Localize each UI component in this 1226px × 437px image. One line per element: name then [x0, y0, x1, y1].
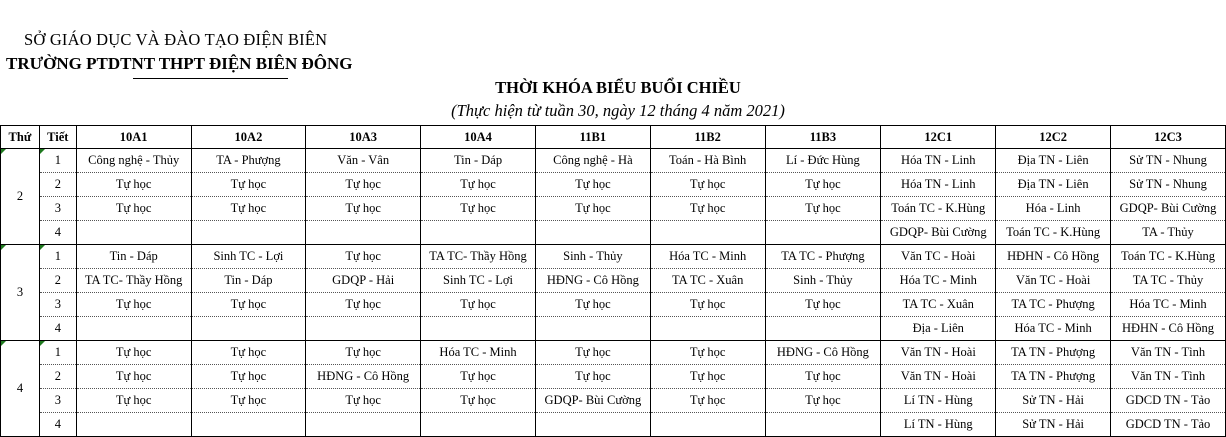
- schedule-cell: Tự học: [191, 389, 306, 413]
- period-cell: 2: [39, 269, 76, 293]
- schedule-cell: Tự học: [535, 197, 650, 221]
- table-row: [1, 389, 1226, 413]
- schedule-cell: Hóa TC - Minh: [421, 341, 536, 365]
- schedule-cell: [191, 221, 306, 245]
- table-row: [1, 293, 1226, 317]
- schedule-cell: Tự học: [535, 173, 650, 197]
- schedule-cell: [765, 413, 881, 437]
- schedule-cell: Tự học: [421, 293, 536, 317]
- schedule-cell: GDCD TN - Tảo: [1111, 413, 1226, 437]
- schedule-cell: Lí TN - Hùng: [881, 389, 996, 413]
- table-row: [1, 341, 1226, 365]
- period-cell: 3: [39, 197, 76, 221]
- table-row: [1, 197, 1226, 221]
- schedule-cell: Địa TN - Liên: [996, 149, 1111, 173]
- period-cell: 2: [39, 365, 76, 389]
- schedule-cell: [421, 221, 536, 245]
- schedule-cell: Tin - Dáp: [191, 269, 306, 293]
- schedule-cell: [765, 221, 881, 245]
- schedule-cell: Tự học: [306, 245, 421, 269]
- schedule-cell: [306, 413, 421, 437]
- column-header: 11B2: [650, 126, 765, 149]
- schedule-cell: Toán TC - K.Hùng: [996, 221, 1111, 245]
- schedule-cell: Tự học: [76, 173, 191, 197]
- day-cell: 3: [1, 245, 40, 341]
- timetable-subtitle: (Thực hiện từ tuần 30, ngày 12 tháng 4 năm 2021): [451, 101, 785, 120]
- schedule-cell: Sử TN - Hải: [996, 389, 1111, 413]
- table-row: [1, 365, 1226, 389]
- schedule-cell: Hóa TC - Minh: [650, 245, 765, 269]
- schedule-cell: TA TC - Thủy: [1111, 269, 1226, 293]
- schedule-cell: TA TC - Phượng: [765, 245, 881, 269]
- schedule-cell: Tự học: [650, 173, 765, 197]
- cell-marker-icon: [40, 149, 45, 154]
- schedule-cell: [421, 413, 536, 437]
- schedule-cell: HĐNG - Cô Hồng: [306, 365, 421, 389]
- column-header: 12C3: [1111, 126, 1226, 149]
- period-cell: 3: [39, 389, 76, 413]
- schedule-cell: Tự học: [76, 293, 191, 317]
- column-header: 12C1: [881, 126, 996, 149]
- schedule-cell: Hóa TN - Linh: [881, 173, 996, 197]
- schedule-cell: Địa TN - Liên: [996, 173, 1111, 197]
- schedule-cell: GDQP- Bùi Cường: [1111, 197, 1226, 221]
- period-cell: 1: [39, 341, 76, 365]
- schedule-cell: Tự học: [650, 341, 765, 365]
- schedule-cell: Tự học: [765, 173, 881, 197]
- period-cell: 4: [39, 413, 76, 437]
- table-row: [1, 149, 1226, 173]
- table-row: [1, 413, 1226, 437]
- schedule-cell: Tự học: [306, 293, 421, 317]
- period-cell: 4: [39, 221, 76, 245]
- column-header: 10A3: [306, 126, 421, 149]
- department-heading: SỞ GIÁO DỤC VÀ ĐÀO TẠO ĐIỆN BIÊN: [24, 30, 328, 49]
- column-header: 10A1: [76, 126, 191, 149]
- schedule-cell: Văn TN - Tình: [1111, 365, 1226, 389]
- table-row: [1, 317, 1226, 341]
- schedule-cell: Sử TN - Hải: [996, 413, 1111, 437]
- schedule-cell: GDQP- Bùi Cường: [881, 221, 996, 245]
- day-cell: 4: [1, 341, 40, 437]
- schedule-cell: HĐHN - Cô Hồng: [996, 245, 1111, 269]
- cell-marker-icon: [1, 341, 6, 346]
- schedule-cell: Tự học: [191, 293, 306, 317]
- schedule-cell: Văn - Vân: [306, 149, 421, 173]
- schedule-cell: HĐNG - Cô Hồng: [535, 269, 650, 293]
- schedule-cell: Sử TN - Nhung: [1111, 173, 1226, 197]
- schedule-cell: Công nghệ - Thủy: [76, 149, 191, 173]
- schedule-cell: Văn TN - Hoài: [881, 365, 996, 389]
- schedule-cell: Tự học: [421, 197, 536, 221]
- schedule-cell: Tin - Dáp: [421, 149, 536, 173]
- schedule-cell: [650, 317, 765, 341]
- schedule-cell: Văn TN - Hoài: [881, 341, 996, 365]
- schedule-cell: TA TN - Phượng: [996, 365, 1111, 389]
- schedule-cell: Tự học: [535, 341, 650, 365]
- schedule-cell: Sinh - Thủy: [765, 269, 881, 293]
- schedule-cell: Văn TN - Tình: [1111, 341, 1226, 365]
- schedule-cell: Sinh - Thủy: [535, 245, 650, 269]
- table-row: [1, 269, 1226, 293]
- schedule-cell: TA TC- Thầy Hồng: [76, 269, 191, 293]
- cell-marker-icon: [1, 245, 6, 250]
- schedule-cell: GDQP - Hải: [306, 269, 421, 293]
- schedule-cell: TA - Phượng: [191, 149, 306, 173]
- schedule-cell: Lí TN - Hùng: [881, 413, 996, 437]
- schedule-cell: Tự học: [76, 365, 191, 389]
- cell-marker-icon: [40, 341, 45, 346]
- schedule-cell: Tự học: [76, 389, 191, 413]
- schedule-cell: HĐHN - Cô Hồng: [1111, 317, 1226, 341]
- schedule-cell: Tin - Dáp: [76, 245, 191, 269]
- schedule-cell: Tự học: [306, 173, 421, 197]
- schedule-cell: [535, 317, 650, 341]
- schedule-cell: Tự học: [191, 173, 306, 197]
- column-header: 12C2: [996, 126, 1111, 149]
- header-row: [1, 126, 1226, 149]
- schedule-cell: [76, 221, 191, 245]
- column-header: 11B1: [535, 126, 650, 149]
- schedule-cell: Tự học: [421, 173, 536, 197]
- schedule-cell: Tự học: [765, 197, 881, 221]
- period-cell: 2: [39, 173, 76, 197]
- schedule-cell: TA TC - Xuân: [650, 269, 765, 293]
- schedule-cell: Tự học: [765, 365, 881, 389]
- schedule-cell: Địa - Liên: [881, 317, 996, 341]
- schedule-cell: Tự học: [76, 197, 191, 221]
- schedule-cell: Hóa TC - Minh: [881, 269, 996, 293]
- schedule-cell: TA TC- Thầy Hồng: [421, 245, 536, 269]
- schedule-cell: Tự học: [650, 365, 765, 389]
- schedule-cell: Tự học: [191, 341, 306, 365]
- schedule-cell: Tự học: [191, 365, 306, 389]
- schedule-cell: Công nghệ - Hà: [535, 149, 650, 173]
- schedule-cell: Toán TC - K.Hùng: [881, 197, 996, 221]
- schedule-cell: Hóa - Linh: [996, 197, 1111, 221]
- schedule-cell: [306, 221, 421, 245]
- schedule-cell: Tự học: [421, 365, 536, 389]
- schedule-cell: GDQP- Bùi Cường: [535, 389, 650, 413]
- schedule-cell: Tự học: [650, 197, 765, 221]
- table-row: [1, 221, 1226, 245]
- schedule-cell: Lí - Đức Hùng: [765, 149, 881, 173]
- schedule-cell: Tự học: [765, 389, 881, 413]
- schedule-cell: [535, 221, 650, 245]
- schedule-cell: [765, 317, 881, 341]
- column-header: 11B3: [765, 126, 881, 149]
- period-cell: 4: [39, 317, 76, 341]
- period-cell: 3: [39, 293, 76, 317]
- schedule-cell: Tự học: [306, 389, 421, 413]
- schedule-cell: Tự học: [306, 197, 421, 221]
- schedule-cell: Tự học: [535, 293, 650, 317]
- schedule-cell: Toán - Hà Bình: [650, 149, 765, 173]
- schedule-cell: Tự học: [191, 197, 306, 221]
- column-header: Tiết: [39, 126, 76, 149]
- schedule-cell: [191, 317, 306, 341]
- schedule-cell: [191, 413, 306, 437]
- schedule-cell: Hóa TC - Minh: [996, 317, 1111, 341]
- cell-marker-icon: [40, 245, 45, 250]
- schedule-cell: Hóa TN - Linh: [881, 149, 996, 173]
- schedule-cell: [76, 413, 191, 437]
- schedule-cell: GDCD TN - Tảo: [1111, 389, 1226, 413]
- column-header: 10A4: [421, 126, 536, 149]
- schedule-cell: [650, 413, 765, 437]
- schedule-cell: [76, 317, 191, 341]
- schedule-cell: Văn TC - Hoài: [881, 245, 996, 269]
- schedule-cell: Tự học: [306, 341, 421, 365]
- schedule-cell: TA - Thủy: [1111, 221, 1226, 245]
- schedule-cell: Tự học: [76, 341, 191, 365]
- column-header: 10A2: [191, 126, 306, 149]
- school-heading: TRƯỜNG PTDTNT THPT ĐIỆN BIÊN ĐÔNG: [6, 54, 353, 73]
- schedule-cell: TA TC - Phượng: [996, 293, 1111, 317]
- schedule-cell: Sinh TC - Lợi: [191, 245, 306, 269]
- schedule-cell: TA TN - Phượng: [996, 341, 1111, 365]
- schedule-cell: TA TC - Xuân: [881, 293, 996, 317]
- column-header: Thứ: [1, 126, 40, 149]
- period-cell: 1: [39, 149, 76, 173]
- timetable-title: THỜI KHÓA BIỂU BUỔI CHIỀU: [495, 78, 741, 97]
- schedule-cell: Tự học: [765, 293, 881, 317]
- schedule-cell: Tự học: [650, 293, 765, 317]
- timetable: [0, 125, 1226, 437]
- schedule-cell: Hóa TC - Minh: [1111, 293, 1226, 317]
- schedule-cell: Tự học: [535, 365, 650, 389]
- schedule-cell: Sinh TC - Lợi: [421, 269, 536, 293]
- period-cell: 1: [39, 245, 76, 269]
- schedule-cell: [421, 317, 536, 341]
- schedule-cell: [535, 413, 650, 437]
- schedule-cell: [306, 317, 421, 341]
- day-cell: 2: [1, 149, 40, 245]
- schedule-cell: Tự học: [650, 389, 765, 413]
- table-row: [1, 245, 1226, 269]
- schedule-cell: Sử TN - Nhung: [1111, 149, 1226, 173]
- schedule-cell: HĐNG - Cô Hồng: [765, 341, 881, 365]
- schedule-cell: Tự học: [421, 389, 536, 413]
- cell-marker-icon: [1, 149, 6, 154]
- schedule-cell: [650, 221, 765, 245]
- table-row: [1, 173, 1226, 197]
- schedule-cell: Toán TC - K.Hùng: [1111, 245, 1226, 269]
- schedule-cell: Văn TC - Hoài: [996, 269, 1111, 293]
